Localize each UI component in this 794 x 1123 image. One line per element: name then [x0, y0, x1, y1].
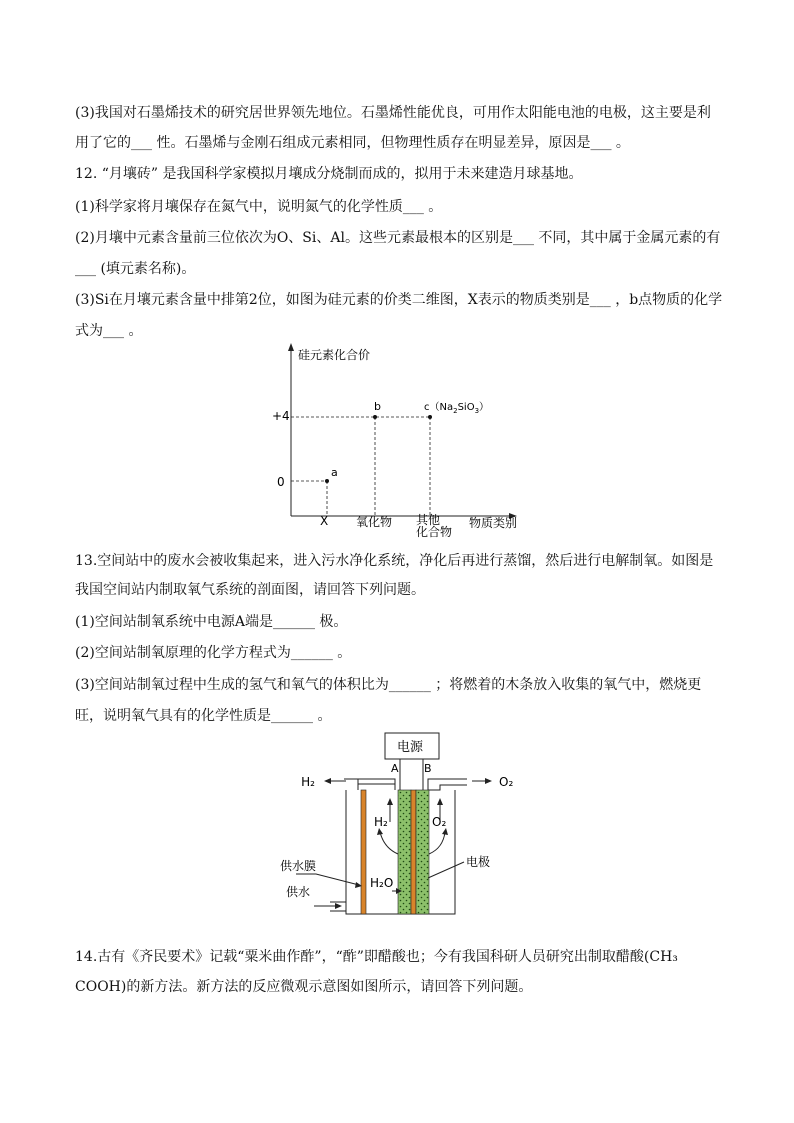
left-water-membrane — [361, 790, 366, 914]
center-membrane — [411, 790, 416, 914]
q12-part3-line2: 式为___ 。 — [75, 323, 143, 339]
y-tick-zero: 0 — [277, 475, 285, 489]
q13-part2: (2)空间站制氧原理的化学方程式为______ 。 — [75, 645, 352, 661]
q12-part1: (1)科学家将月壤保存在氮气中，说明氮气的化学性质___ 。 — [75, 199, 443, 215]
y-tick-plus4: +4 — [272, 409, 290, 423]
x-tick-x: X — [320, 514, 329, 528]
o2-outlet-label: O₂ — [499, 775, 514, 789]
q12-part2-line2: ___ (填元素名称)。 — [75, 261, 196, 277]
q13-part3-line2: 旺，说明氧气具有的化学性质是______ 。 — [75, 708, 332, 724]
q13-part1: (1)空间站制氧系统中电源A端是______ 极。 — [75, 614, 348, 630]
oxygen-generation-apparatus — [270, 728, 530, 918]
x-axis-label: 物质类别 — [469, 516, 518, 530]
q12-part2-line1: (2)月壤中元素含量前三位依次为O、Si、Al。这些元素最根本的区别是___ 不同，其中属于金属元素的有 — [75, 230, 721, 246]
q13-stem-line2: 我国空间站内制取氧气系统的剖面图，请回答下列问题。 — [75, 582, 425, 598]
q12-stem: 12. “月壤砖” 是我国科学家模拟月壤成分烧制而成的，拟用于未来建造月球基地。 — [75, 166, 583, 182]
q14-line2: COOH)的新方法。新方法的反应微观示意图如图所示，请回答下列问题。 — [75, 979, 533, 995]
q13-part3-line1: (3)空间站制氧过程中生成的氢气和氧气的体积比为______ ；将燃着的木条放入收集的氧气中，燃烧更 — [75, 677, 702, 693]
water-inlet-label: 供水 — [286, 885, 311, 899]
q11-3-line2: 用了它的___ 性。石墨烯与金刚石组成元素相同，但物理性质存在明显差异，原因是___ 。 — [75, 135, 630, 151]
q12-part3-line1: (3)Si在月壤元素含量中排第2位，如图为硅元素的价类二维图，X表示的物质类别是___ ，b点物质的化学 — [75, 292, 723, 308]
y-axis-label: 硅元素化合价 — [298, 348, 371, 362]
right-electrode — [416, 790, 429, 914]
electrode-label: 电极 — [466, 855, 491, 869]
h2-outlet-label: H₂ — [301, 775, 315, 789]
x-tick-other-1: 其他 — [416, 513, 441, 527]
q14-line1: 14.古有《齐民要术》记载“粟米曲作酢”，“酢”即醋酸也；今有我国科研人员研究出制取醋酸(CH₃ — [75, 949, 678, 965]
point-a-label: a — [331, 466, 338, 479]
h2o-label: H₂O — [370, 876, 394, 890]
silicon-valence-graph — [270, 338, 540, 538]
x-tick-other-2: 化合物 — [416, 525, 453, 538]
point-c-label: $c(Na_2SiO_3)$ — [424, 402, 490, 415]
membrane-label: 供水膜 — [280, 859, 317, 873]
h2-inner-label: H₂ — [374, 815, 388, 829]
power-label: 电源 — [397, 740, 424, 755]
left-electrode — [398, 790, 411, 914]
terminal-a-label: A — [391, 762, 399, 775]
q11-3-line1: (3)我国对石墨烯技术的研究居世界领先地位。石墨烯性能优良，可用作太阳能电池的电极，这主要是利 — [75, 105, 711, 121]
x-tick-oxide: 氧化物 — [356, 515, 393, 529]
q13-stem-line1: 13.空间站中的废水会被收集起来，进入污水净化系统，净化后再进行蒸馏，然后进行电解制氧。如图是 — [75, 553, 714, 569]
point-b-label: b — [374, 400, 381, 413]
point-b — [373, 415, 377, 419]
terminal-b-label: B — [424, 762, 432, 775]
point-c — [428, 415, 432, 419]
point-a — [325, 479, 329, 483]
o2-inner-label: O₂ — [432, 815, 447, 829]
